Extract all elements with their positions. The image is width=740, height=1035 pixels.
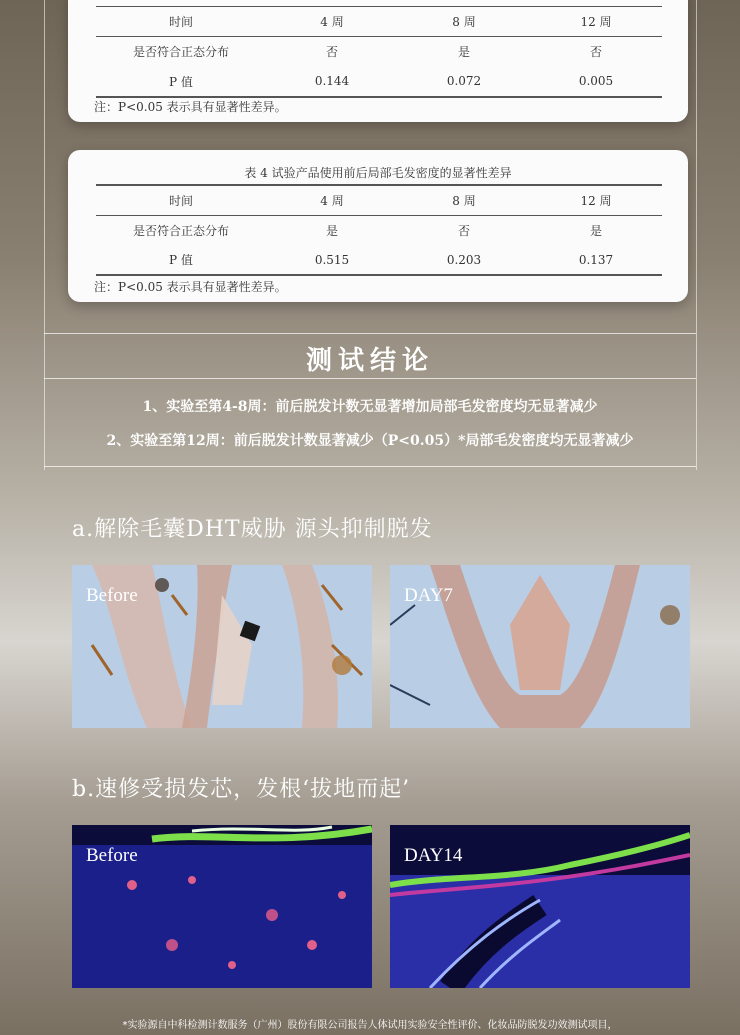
- table-header-cell: 8 周: [452, 15, 476, 29]
- after-micrograph-b: [390, 825, 690, 988]
- table-cell: 否: [457, 223, 470, 238]
- table-header-cell: 4 周: [320, 193, 344, 208]
- after-micrograph-a: [390, 565, 690, 728]
- conclusion-line-2: 2、实验至第12周：前后脱发计数显著减少（P<0.05）*局部毛发密度均无显著减少: [106, 433, 634, 449]
- section-a-heading: a.解除毛囊DHT威胁 源头抑制脱发: [72, 517, 433, 542]
- table-cell: 是: [589, 223, 602, 238]
- table-row: [96, 245, 662, 275]
- footnote: *实验源自中科检测计数服务（广州）股份有限公司报告人体试用实验安全性评价、化妆品防脱发功效测试项目，: [122, 1020, 618, 1031]
- table-header-cell: 4 周: [320, 15, 344, 29]
- table-header-cell: 12 周: [580, 193, 612, 208]
- table-row: [96, 67, 662, 97]
- table4: [96, 184, 662, 276]
- table-cell: 是否符合正态分布: [132, 223, 229, 238]
- table-cell: 否: [325, 45, 338, 60]
- section-b-heading: b.速修受损发芯，发根‘拔地而起’: [72, 777, 411, 802]
- table4-card: [68, 150, 688, 302]
- conclusion-title: 测试结论: [305, 346, 434, 376]
- table-cell: 否: [589, 45, 602, 60]
- table4-note: 注：P<0.05 表示具有显著性差异。: [94, 280, 287, 294]
- table-cell: 0.005: [578, 74, 614, 88]
- table-header-cell: 8 周: [452, 193, 476, 208]
- table-row: [96, 215, 662, 245]
- conclusion-bottom-divider: [44, 466, 696, 467]
- table-cell: 0.072: [446, 74, 482, 88]
- table-cell: P 值: [169, 74, 193, 89]
- table-cell: 是: [457, 45, 470, 60]
- before-label: Before: [86, 845, 138, 866]
- table-header-row: [96, 185, 662, 215]
- conclusion-title-divider: [44, 378, 696, 379]
- table-header-cell: 时间: [168, 15, 193, 29]
- before-micrograph-b: [72, 825, 372, 988]
- table-header-cell: 12 周: [580, 15, 612, 29]
- table-cell: 是: [325, 223, 338, 238]
- table-cell: 是否符合正态分布: [132, 45, 229, 60]
- table-cell: 0.144: [314, 74, 350, 88]
- day14-label: DAY14: [404, 845, 463, 866]
- table3-note: 注：P<0.05 表示具有显著性差异。: [94, 100, 287, 114]
- table-header-row: [96, 7, 662, 37]
- before-label: Before: [86, 585, 138, 606]
- conclusion-line-1: 1、实验至第4-8周：前后脱发计数无显著增加局部毛发密度均无显著减少: [142, 399, 598, 415]
- table-cell: 0.137: [578, 252, 614, 267]
- table3-card: [68, 0, 688, 122]
- conclusion-top-divider: [44, 333, 696, 334]
- table3: [96, 6, 662, 98]
- table-cell: 0.515: [314, 252, 350, 267]
- day7-label: DAY7: [404, 585, 453, 606]
- table-cell: P 值: [169, 253, 193, 267]
- before-micrograph-a: [72, 565, 372, 728]
- table-cell: 0.203: [446, 252, 482, 267]
- table4-caption: 表 4 试验产品使用前后局部毛发密度的显著性差异: [244, 166, 512, 180]
- table-header-cell: 时间: [168, 193, 193, 208]
- table-row: [96, 37, 662, 67]
